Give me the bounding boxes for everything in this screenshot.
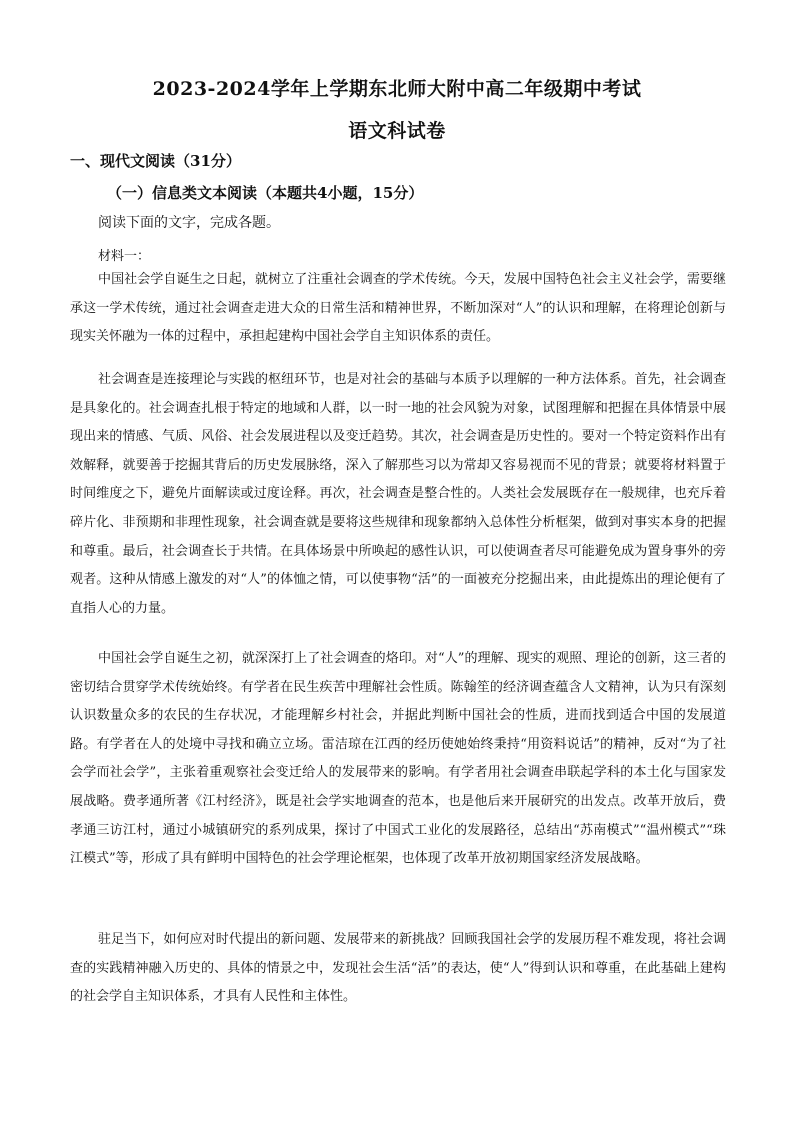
exam-subtitle: 语文科试卷: [348, 120, 446, 142]
subsection-heading: （一）信息类文本阅读（本题共4小题，15分）: [107, 184, 424, 202]
reading-instruction: 阅读下面的文字，完成各题。: [98, 215, 280, 231]
paragraph-1: 中国社会学自诞生之日起，就树立了注重社会调查的学术传统。今天，发展中国特色社会主义社会学，需要继承这一学术传统，通过社会调查走进大众的日常生活和精神世界，不断加深对“人”的认识和理解，在将理论创新与现实关怀融为一体的过程中，承担起建构中国社会学自主知识体系的责任。: [70, 272, 726, 345]
exam-title: 2023-2024学年上学期东北师大附中高二年级期中考试: [152, 78, 642, 100]
paragraph-2: 社会调查是连接理论与实践的枢纽环节，也是对社会的基础与本质予以理解的一种方法体系。首先，社会调查是具象化的。社会调查扎根于特定的地域和人群，以一时一地的社会风貌为对象，试图理解和把握在具体情景中展现出来的情感、气质、风俗、社会发展进程以及变迁趋势。其次，社会调查是历史性的。要对一个特定资料作出有效解释，就要善于挖掘其背后的历史发展脉络，深入了解那些习以为常却又容易视而不见的背景；就要将材料置于时间维度之下，避免片面解读或过度诠释。再次，社会调查是整合性的。人类社会发展既存在一般规律，也充斥着碎片化、非预期和非理性现象，社会调查就是要将这些规律和现象都纳入总体性分析框架，做到对事实本身的把握和尊重。最后，社会调查长于共情。在具体场景中所唤起的感性认识，可以使调查者尽可能避免成为置身事外的旁观者。这种从情感上激发的对“人”的体恤之情，可以使事物“活”的一面被充分挖掘出来，由此提炼出的理论便有了直指人心的力量。: [70, 372, 726, 616]
material-label: 材料一：: [98, 249, 151, 264]
section-heading: 一、现代文阅读（31分）: [70, 152, 241, 170]
paragraph-3: 中国社会学自诞生之初，就深深打上了社会调查的烙印。对“人”的理解、现实的观照、理论的创新，这三者的密切结合贯穿学术传统始终。有学者在民生疾苦中理解社会性质。陈翰笙的经济调查蕴含人文精神，认为只有深刻认识数量众多的农民的生存状况，才能理解乡村社会，并据此判断中国社会的性质，进而找到适合中国的发展道路。有学者在人的处境中寻找和确立立场。雷洁琼在江西的经历使她始终秉持“用资料说话”的精神，反对“为了社会学而社会学”，主张着重观察社会变迁给人的发展带来的影响。有学者用社会调查串联起学科的本土化与国家发展战略。费孝通所著《江村经济》，既是社会学实地调查的范本，也是他后来开展研究的出发点。改革开放后，费孝通三访江村，通过小城镇研究的系列成果，探讨了中国式工业化的发展路径，总结出“苏南模式”“温州模式”“珠江模式”等，形成了具有鲜明中国特色的社会学理论框架，也体现了改革开放初期国家经济发展战略。: [70, 651, 726, 867]
paragraph-4: 驻足当下，如何应对时代提出的新问题、发展带来的新挑战？回顾我国社会学的发展历程不难发现，将社会调查的实践精神融入历史的、具体的情景之中，发现社会生活“活”的表达，使“人”得到认识和尊重，在此基础上建构的社会学自主知识体系，才具有人民性和主体性。: [70, 932, 726, 1005]
